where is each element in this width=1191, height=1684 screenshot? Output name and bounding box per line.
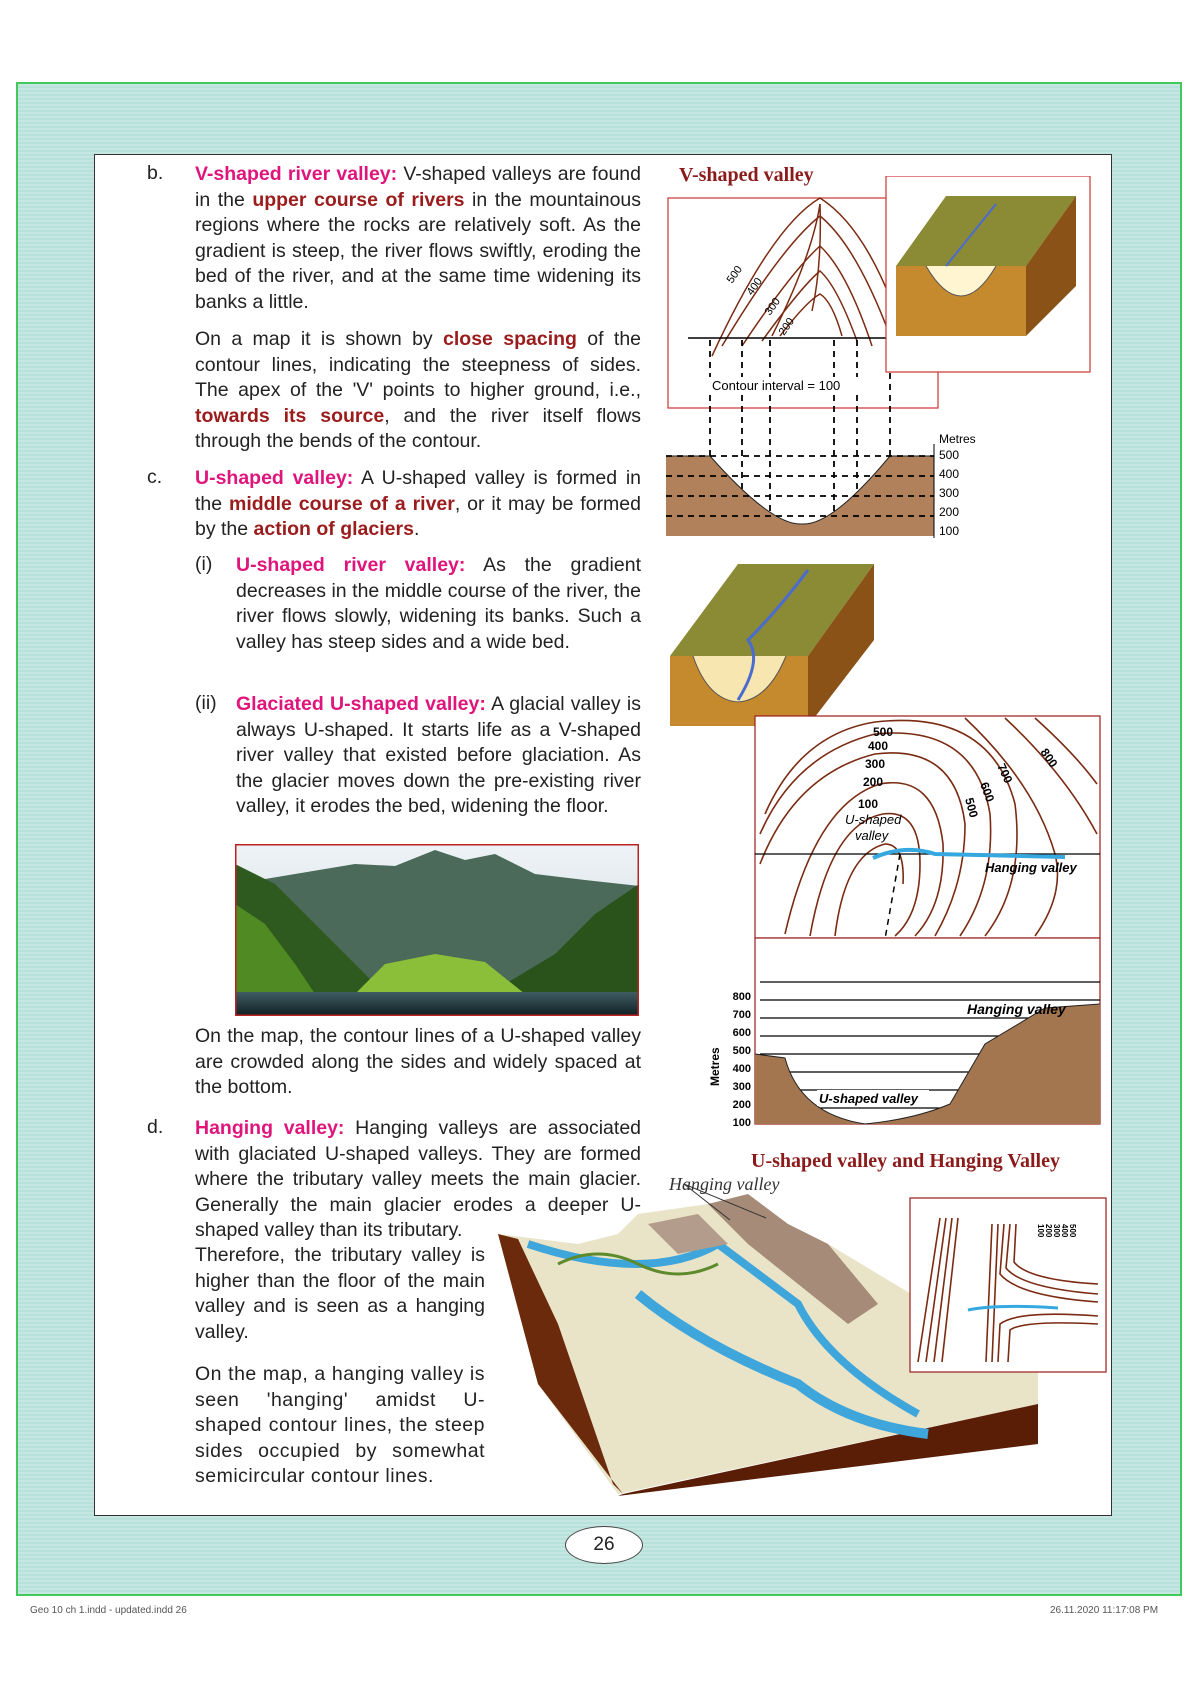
text: On a map it is shown by: [195, 328, 433, 350]
v-valley-diagram: [662, 176, 1102, 546]
inset-label-400: 400: [1060, 1224, 1069, 1238]
text: As the gradient decreases in the middle course of the river, the river flows slowly, widening its banks. Such a valley has steep sides and a wide bed.: [236, 554, 641, 653]
v-scale-400: 400: [939, 467, 960, 481]
v-metres-label: Metres: [939, 432, 976, 446]
section-c-map-text: [195, 1024, 641, 1101]
highlight: close spacing: [443, 328, 577, 350]
u-scale-300: 300: [732, 1081, 751, 1093]
section-c-heading: U-shaped valley:: [195, 467, 354, 489]
text: A U-shaped valley is formed in the: [195, 467, 641, 515]
text: V-shaped valleys are found in the: [195, 163, 641, 211]
sub-i-para: [236, 553, 641, 655]
fig-h-label: Hanging valley: [669, 1174, 780, 1194]
text: , and the river itself flows through the bends of the contour.: [195, 404, 641, 452]
glacial-valley-photo: [235, 844, 639, 1016]
highlight: middle course of a river: [229, 492, 455, 515]
u-scale-200: 200: [732, 1099, 751, 1111]
v-contour-400: 400: [744, 275, 765, 298]
u-contour-100: 100: [858, 797, 879, 811]
highlight: towards its source: [195, 404, 385, 427]
u-contour-500: 500: [873, 725, 894, 739]
section-c-para: [195, 466, 641, 543]
u-contour-300: 300: [865, 757, 886, 771]
u-scale-800: 800: [732, 991, 751, 1003]
sub-i-label: (i): [195, 553, 213, 575]
u-map-label: U-shaped: [845, 812, 902, 827]
u-contour-200: 200: [863, 775, 884, 789]
u-scale-100: 100: [732, 1117, 751, 1129]
v-scale-300: 300: [939, 486, 960, 500]
u-river-block-diagram: [668, 560, 876, 728]
v-contour-200: 200: [776, 315, 797, 338]
section-b-label: b.: [147, 162, 164, 184]
u-profile-hanging-label: Hanging valley: [967, 1001, 1066, 1017]
v-contour-interval: Contour interval = 100: [712, 378, 841, 393]
highlight: action of glaciers: [253, 518, 414, 540]
v-contour-300: 300: [762, 295, 783, 318]
fig-v-title: V-shaped valley: [679, 164, 814, 186]
u-scale-500: 500: [732, 1045, 751, 1057]
u-map-hanging-label: Hanging valley: [985, 860, 1077, 875]
section-d-heading: Hanging valley:: [195, 1117, 345, 1139]
u-scale-600: 600: [732, 1027, 751, 1039]
text: A glacial valley is always U-shaped. It starts life as a V-shaped river valley that existed before glaciation. As the glacier moves down the pre-existing river valley, it erodes the bed, widening the floor.: [236, 693, 641, 817]
text: , or it may be formed by the: [195, 492, 641, 540]
text: On the map, a hanging valley is seen 'hanging' amidst U-shaped contour lines, the steep sides occupied by somewhat semicircular contour lines.: [195, 1363, 485, 1487]
inset-label-300: 300: [1052, 1224, 1061, 1238]
section-b-para2: [195, 327, 641, 455]
u-contour-400: 400: [868, 739, 889, 753]
u-contour-700: 700: [994, 761, 1016, 786]
text: in the mountainous regions where the rocks are relatively soft. As the gradient is steep, the river flows swiftly, eroding the bed of the river, and at the same time widening its banks a little.: [195, 188, 642, 313]
u-valley-contour-map: [705, 714, 1105, 1154]
sub-i-heading: U-shaped river valley:: [236, 554, 466, 576]
section-c-label: c.: [147, 466, 163, 488]
inset-label-200: 200: [1044, 1224, 1053, 1238]
u-scale-400: 400: [732, 1063, 751, 1075]
inset-label-100: 100: [1036, 1224, 1045, 1238]
v-scale-200: 200: [939, 505, 960, 519]
u-contour-600: 600: [977, 780, 998, 804]
u-map-label-2: valley: [855, 828, 889, 843]
v-contour-500: 500: [724, 263, 745, 286]
v-scale-500: 500: [939, 448, 960, 462]
footer-left: Geo 10 ch 1.indd - updated.indd 26: [30, 1605, 187, 1616]
section-d-text1-short: Hanging valleys are associated with glaciated U-shaped valleys. They are formed where the tributary valley meets the main glacier. Generally the main glacier erodes a deeper U-shaped valley than its tributary.: [195, 1117, 642, 1241]
sub-ii-label: (ii): [195, 692, 217, 714]
u-profile-u-label: U-shaped valley: [819, 1091, 918, 1106]
u-metres-label: Metres: [708, 1047, 722, 1086]
sub-ii-para: [236, 692, 641, 820]
section-b-para1: [195, 162, 641, 315]
section-d-map-text: [195, 1362, 485, 1490]
hanging-valley-landscape: [498, 1184, 1110, 1496]
text: On the map, the contour lines of a U-shaped valley are crowded along the sides and widely spaced at the bottom.: [195, 1025, 641, 1098]
text: of the contour lines, indicating the steepness of sides. The apex of the 'V' points to higher ground, i.e.,: [195, 328, 642, 401]
v-scale-100: 100: [939, 524, 960, 538]
section-d-para1b: Therefore, the tributary valley is higher than the floor of the main valley and is seen as a hanging valley.: [195, 1244, 485, 1343]
section-b-heading: V-shaped river valley:: [195, 163, 398, 185]
highlight: upper course of rivers: [252, 188, 465, 211]
page-number: 26: [565, 1526, 643, 1564]
u-scale-700: 700: [732, 1009, 751, 1021]
section-d-label: d.: [147, 1116, 164, 1138]
sub-ii-heading: Glaciated U-shaped valley:: [236, 693, 486, 715]
u-contour-800: 800: [1037, 745, 1061, 771]
inset-label-500: 500: [1068, 1224, 1077, 1238]
text: .: [413, 518, 420, 540]
fig-u-caption: U-shaped valley and Hanging Valley: [751, 1150, 1060, 1172]
footer-right: 26.11.2020 11:17:08 PM: [1050, 1605, 1159, 1616]
u-contour-500b: 500: [962, 796, 981, 820]
